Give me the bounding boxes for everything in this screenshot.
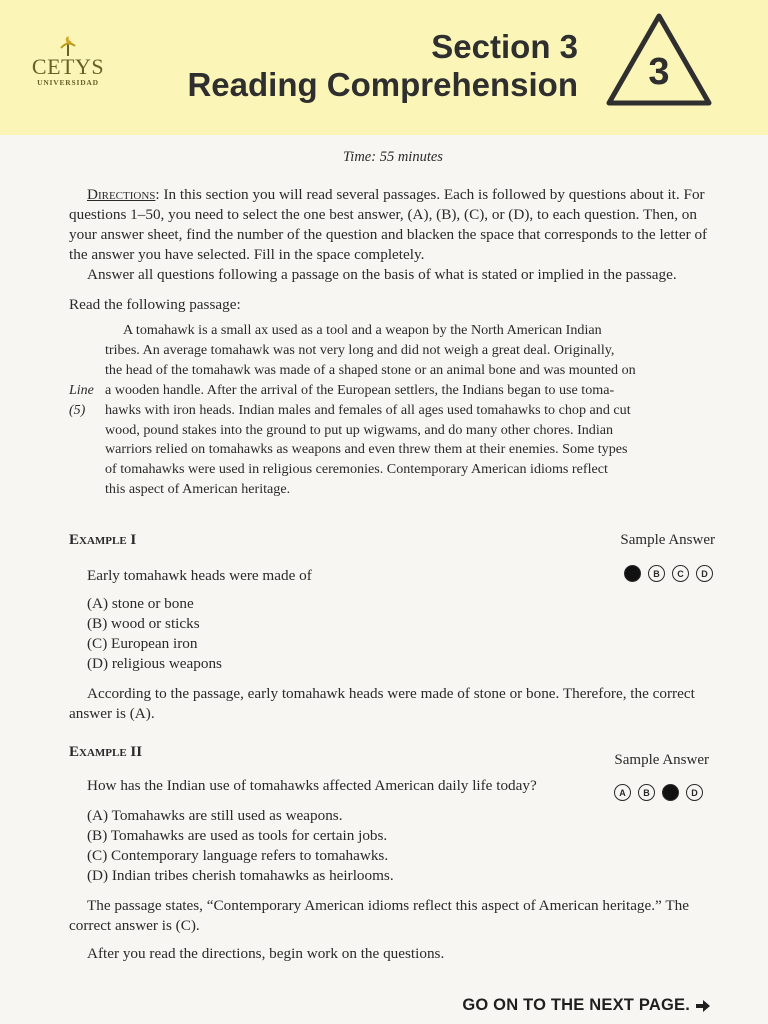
next-page-text: GO ON TO THE NEXT PAGE.: [462, 996, 690, 1014]
passage-line: this aspect of American heritage.: [105, 481, 291, 498]
time-limit: Time: 55 minutes: [343, 149, 443, 165]
directions-text: : In this section you will read several passages. Each is followed by questions about it. For questions 1–50, you need to select the one best answer, (A), (B), (C), or (D), to each question. Then, on your answer sheet, find the number of the question and blacken the space that corresponds to the letter of the answer you have selected. Fill in the space completely.: [69, 186, 708, 263]
example-heading-text: Example II: [69, 744, 143, 761]
example-1-heading: [69, 530, 717, 550]
option-d: (D) Indian tribes cherish tomahawks as heirlooms.: [87, 867, 394, 885]
bubble-b: B: [648, 565, 665, 582]
bubble-a-filled: A: [624, 565, 641, 582]
option-c: (C) Contemporary language refers to tomahawks.: [87, 847, 389, 865]
triangle-badge-icon: [605, 12, 713, 108]
option-a: (A) stone or bone: [87, 595, 194, 613]
passage-line: tribes. An average tomahawk was not very long and did not weigh a great deal. Originally,: [105, 341, 615, 358]
directions-label: Directions: [87, 186, 156, 203]
section-number-line: Section 3: [431, 28, 578, 65]
example-1: [69, 530, 717, 724]
bubble-d: D: [696, 565, 713, 582]
example-1-explanation: According to the passage, early tomahawk heads were made of stone or bone. Therefore, the correct answer is (A).: [69, 685, 695, 723]
example-heading-text: Example I: [69, 532, 137, 549]
example-2: [69, 742, 717, 936]
passage-line: a wooden handle. After the arrival of the European settlers, the Indians began to use toma-: [105, 381, 615, 398]
bubble-d: D: [686, 784, 703, 801]
closing-instruction: After you read the directions, begin work on the questions.: [87, 945, 445, 963]
next-page-prompt: [462, 996, 710, 1015]
option-c: (C) European iron: [87, 635, 198, 653]
bubble-c-filled: C: [662, 784, 679, 801]
right-arrow-icon: [696, 1000, 710, 1012]
section-title: Reading Comprehension: [187, 66, 578, 103]
line-marker-5: (5): [69, 402, 86, 418]
question-text: How has the Indian use of tomahawks affected American daily life today?: [87, 777, 537, 795]
bubble-b: B: [638, 784, 655, 801]
passage-line: the head of the tomahawk was made of a shaped stone or an animal bone and was mounted on: [105, 361, 636, 378]
bubble-a: A: [614, 784, 631, 801]
badge-number: 3: [648, 51, 670, 93]
example-1-options: [69, 594, 717, 674]
passage-line: wood, pound stakes into the ground to put up wigwams, and do many other chores. Indian: [105, 421, 614, 438]
directions-paragraph: [69, 185, 717, 265]
passage-line: hawks with iron heads. Indian males and females of all ages used tomahawks to chop and cut: [105, 401, 631, 418]
passage-line: of tomahawks were used in religious ceremonies. Contemporary American idioms reflect: [105, 461, 608, 478]
sample-answer-label: Sample Answer: [614, 752, 709, 769]
sample-answer-bubbles: [614, 784, 703, 801]
section-heading: [187, 28, 578, 104]
example-2-options: [69, 806, 717, 886]
line-marker-line: Line: [69, 382, 94, 398]
logo-name: CETYS: [31, 54, 105, 79]
example-2-explanation: The passage states, “Contemporary American idioms reflect this aspect of American heritage.” The correct answer is (C).: [69, 897, 689, 935]
sample-answer-label: Sample Answer: [620, 532, 715, 549]
read-following-label: Read the following passage:: [69, 296, 241, 313]
header-band: [0, 0, 768, 135]
example-1-question: [69, 566, 717, 586]
directions-paragraph-2: Answer all questions following a passage on the basis of what is stated or implied in the passage.: [87, 266, 677, 283]
option-b: (B) Tomahawks are used as tools for certain jobs.: [87, 827, 388, 845]
option-d: (D) religious weapons: [87, 655, 222, 673]
example-2-question: [69, 776, 717, 796]
cetys-logo: [30, 36, 106, 87]
option-a: (A) Tomahawks are still used as weapons.: [87, 807, 343, 825]
option-b: (B) wood or sticks: [87, 615, 200, 633]
page-content: [69, 140, 717, 964]
question-text: Early tomahawk heads were made of: [87, 567, 312, 585]
bubble-c: C: [672, 565, 689, 582]
passage-line: warriors relied on tomahawks as weapons and even threw them at their enemies. Some types: [105, 441, 628, 458]
logo-subtitle: UNIVERSIDAD: [37, 78, 99, 87]
directions: [69, 185, 717, 285]
passage-line: A tomahawk is a small ax used as a tool and a weapon by the North American Indian: [123, 322, 602, 338]
example-2-heading: [69, 742, 717, 769]
reading-passage: [69, 321, 717, 500]
sample-answer-bubbles: [624, 565, 713, 582]
